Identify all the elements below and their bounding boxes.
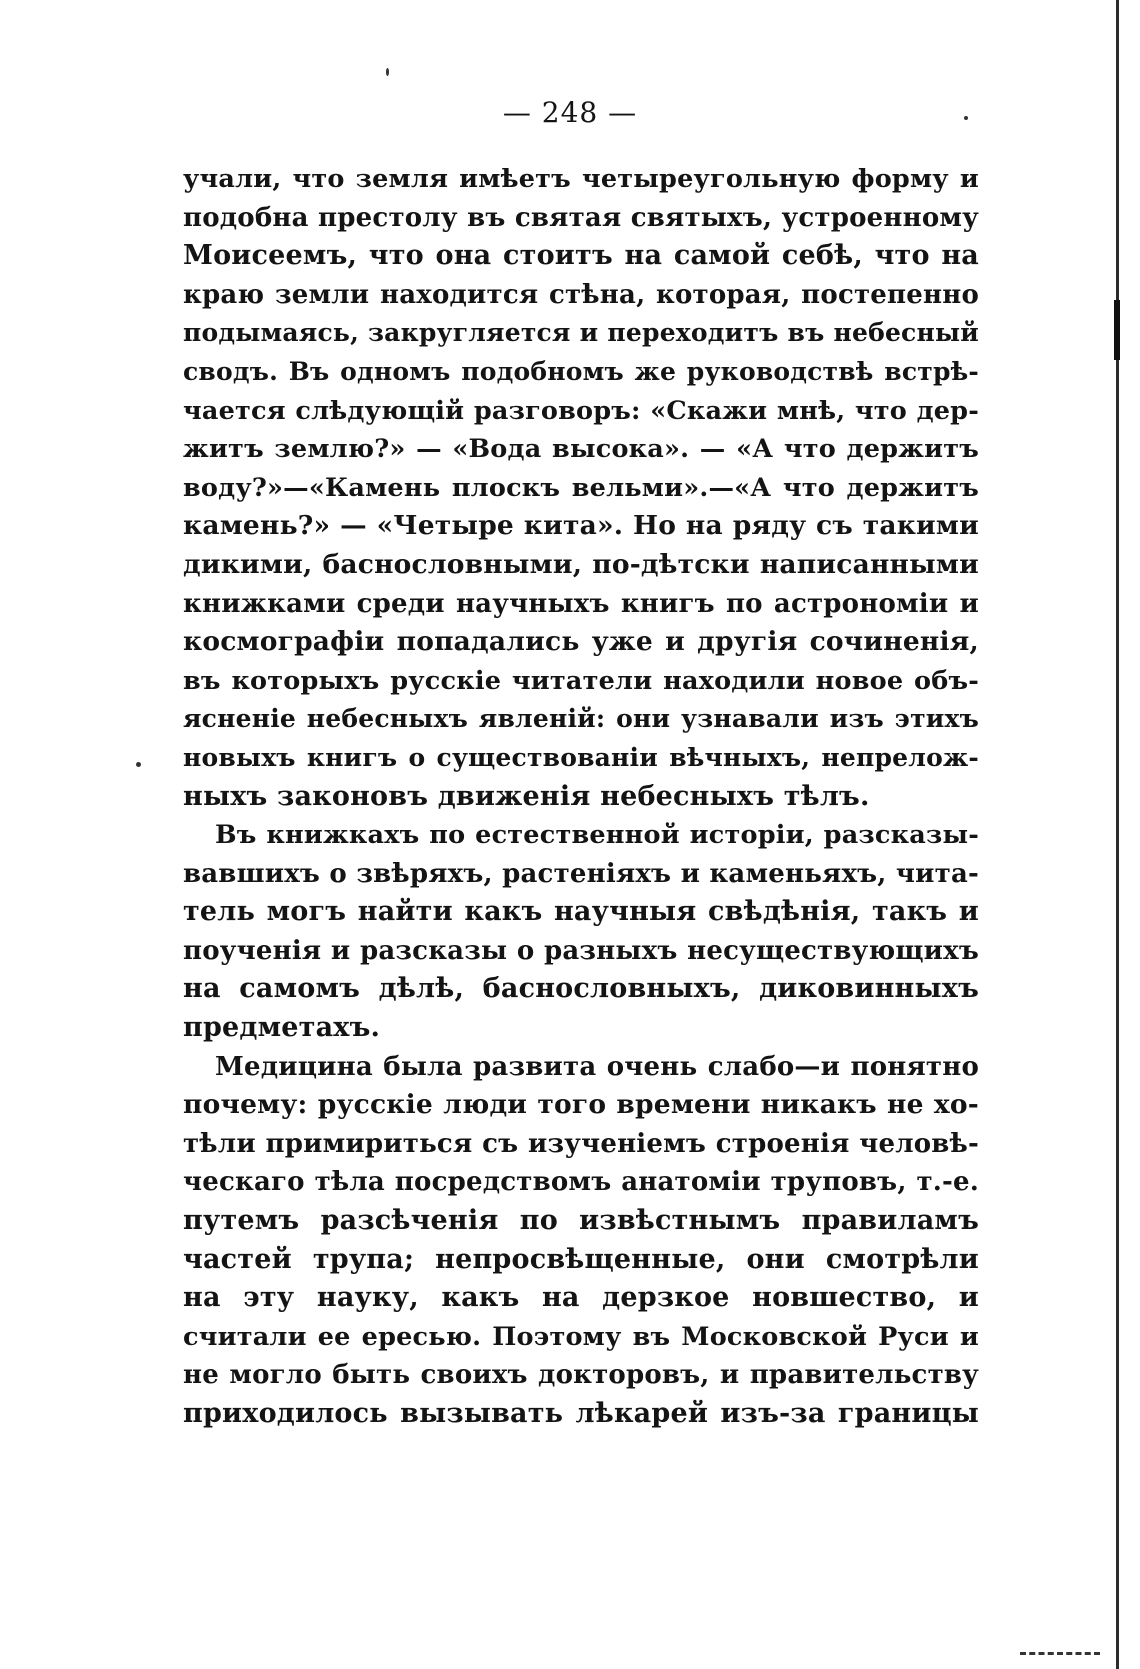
text-line: путемъ разсѣченія по извѣстнымъ правиламъ: [183, 1205, 979, 1237]
text-line: поученія и разсказы о разныхъ несуществующихъ: [183, 935, 979, 966]
text-line: вавшихъ о звѣряхъ, растеніяхъ и каменьяхъ, чита-: [183, 858, 979, 889]
text-line: Моисеемъ, что она стоитъ на самой себѣ, что на: [183, 240, 979, 272]
text-line: не могло быть своихъ докторовъ, и правительству: [183, 1360, 979, 1391]
text-line: житъ землю?» — «Вода высока». — «А что держитъ: [183, 434, 979, 465]
text-line: сводъ. Въ одномъ подобномъ же руководствѣ встрѣ-: [183, 356, 979, 386]
text-line: предметахъ.: [183, 1012, 381, 1044]
text-line: считали ее ересью. Поэтому въ Московской Руси и: [183, 1321, 979, 1352]
text-line: Въ книжкахъ по естественной исторіи, разсказы-: [215, 820, 979, 851]
text-line: подымаясь, закругляется и переходитъ въ небесный: [183, 318, 979, 348]
paragraph-3: [183, 1048, 979, 1434]
text-line: краю земли находится стѣна, которая, постепенно: [183, 279, 979, 310]
paragraph-2: [183, 816, 979, 1048]
text-line: подобна престолу въ святая святыхъ, устроенному: [183, 202, 979, 233]
page-number: — 248 —: [502, 96, 638, 129]
page-edge-mark: [1114, 300, 1120, 360]
text-line: въ которыхъ русскіе читатели находили новое объ-: [183, 665, 979, 696]
text-line: Медицина была развита очень слабо—и понятно: [215, 1051, 979, 1082]
text-line: воду?»—«Камень плоскъ вельми».—«А что держитъ: [183, 472, 979, 503]
scan-speck: [386, 68, 389, 76]
text-line: книжками среди научныхъ книгъ по астрономіи и: [183, 588, 979, 619]
scan-speck: [136, 762, 141, 767]
text-line: приходилось вызывать лѣкарей изъ-за границы: [183, 1398, 979, 1429]
text-line: учали, что земля имѣетъ четыреугольную форму и: [183, 164, 979, 194]
text-line: камень?» — «Четыре кита». Но на ряду съ такими: [183, 510, 979, 542]
text-line: почему: русскіе люди того времени никакъ не хо-: [183, 1089, 979, 1121]
scan-footer-mark: [1020, 1652, 1100, 1661]
text-line: новыхъ книгъ о существованіи вѣчныхъ, непрелож-: [183, 742, 979, 772]
text-line: ческаго тѣла посредствомъ анатоміи труповъ, т.-е.: [183, 1167, 979, 1198]
text-line: частей трупа; непросвѣщенные, они смотрѣли: [183, 1243, 979, 1275]
page-edge-rule: [1116, 0, 1119, 1669]
text-line: тель могъ найти какъ научныя свѣдѣнія, такъ и: [183, 896, 979, 928]
text-line: ныхъ законовъ движенія небесныхъ тѣлъ.: [183, 780, 870, 812]
text-line: дикими, баснословными, по-дѣтски написанными: [183, 548, 979, 580]
body-text: [183, 160, 979, 1434]
text-line: ясненіе небесныхъ явленій: они узнавали изъ этихъ: [183, 704, 979, 734]
text-line: на эту науку, какъ на дерзкое новшество, и: [183, 1282, 979, 1314]
text-line: тѣли примириться съ изученіемъ строенія человѣ-: [183, 1128, 979, 1159]
paragraph-1: [183, 160, 979, 816]
text-line: на самомъ дѣлѣ, баснословныхъ, диковинныхъ: [183, 973, 979, 1005]
text-line: чается слѣдующій разговоръ: «Скажи мнѣ, что дер-: [183, 395, 979, 426]
text-line: космографіи попадались уже и другія сочиненія,: [183, 626, 979, 658]
